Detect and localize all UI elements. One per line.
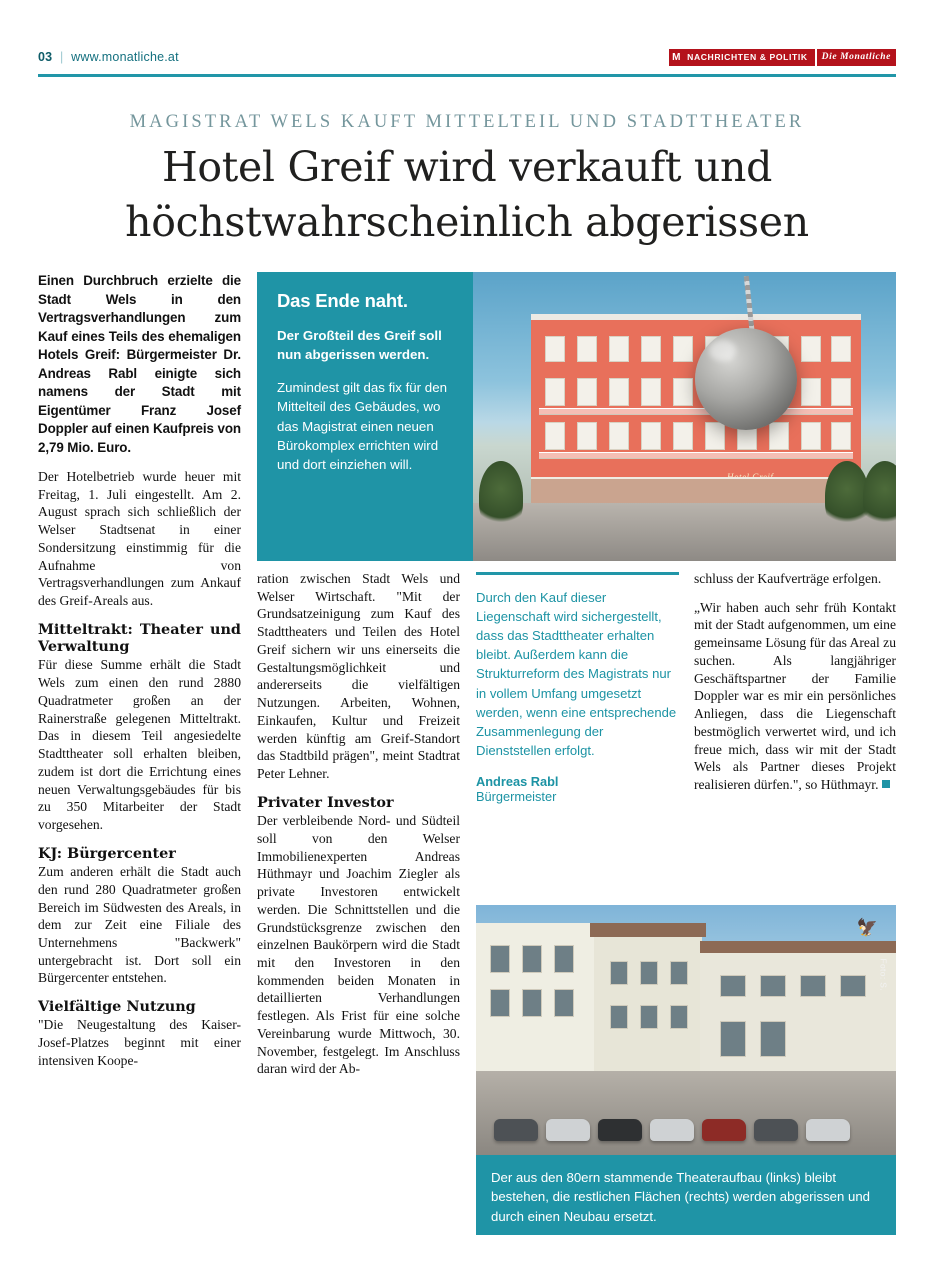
col1-paragraph-4: "Die Neugestaltung des Kaiser-Josef-Platzes beginnt mit einer intensiven Koope- — [38, 1017, 241, 1068]
roof — [700, 941, 896, 953]
window — [545, 336, 565, 362]
garage-door — [760, 1021, 786, 1057]
window — [801, 378, 821, 406]
top-caption-bold: Der Großteil des Greif soll nun abgerissen werden. — [277, 328, 442, 363]
col1-paragraph-3: Zum anderen erhält die Stadt auch den rund 280 Quadratmeter großen Bereich im Südwesten des Areals, in dem zur Zeit eine Filiale des Unternehmens "Backwerk" untergebracht ist. Dort soll ein Bürgercenter entstehen. — [38, 864, 241, 986]
roof — [590, 923, 706, 937]
headline-line-1: Hotel Greif wird verkauft und — [161, 143, 773, 191]
brand-monogram-icon: M — [669, 49, 684, 66]
building-right — [700, 951, 896, 1073]
street-trees — [473, 461, 896, 531]
balcony-band — [539, 452, 853, 459]
window — [640, 1005, 658, 1029]
page-title — [38, 140, 896, 249]
folio-separator: | — [60, 50, 64, 64]
window — [577, 422, 597, 450]
car — [754, 1119, 798, 1141]
top-photo-image — [473, 272, 896, 561]
col1-paragraph-2: Für diese Summe erhält die Stadt Wels zum einen den rund 2880 Quadratmeter großen an der Rainerstraße gelegenen Mitteltrakt. Das in diesem Teil angesiedelte Stadttheater soll erhalten bleiben, zudem ist dort die Errichtung eines neuen Verwaltungsgebäudes für bis zu 350 Mitarbeiter der Stadt vorgesehen. — [38, 657, 241, 833]
window — [670, 1005, 688, 1029]
window — [800, 975, 826, 997]
subheading-investor: Privater Investor — [257, 793, 394, 811]
headline-line-2: höchstwahrscheinlich abgerissen — [125, 197, 809, 246]
section-label: NACHRICHTEN & POLITIK — [684, 49, 815, 66]
window — [801, 336, 821, 362]
col4-paragraph-1: schluss der Kaufverträge erfolgen. — [694, 571, 882, 586]
window — [610, 1005, 628, 1029]
window — [640, 961, 658, 985]
col1-paragraph-1: Der Hotelbetrieb wurde heuer mit Freitag, 1. Juli eingestellt. Am 2. August sprach sich schließlich der Welser Stadtsenat in einer Sondersitzung einstimmig für die Aufnahme von Vertragsverhandlungen zum Ankauf des Greif-Areals aus. — [38, 469, 241, 609]
tree — [479, 461, 523, 531]
window — [522, 945, 542, 973]
window — [609, 378, 629, 406]
wrecking-ball-group — [643, 276, 803, 446]
pull-quote — [476, 572, 679, 804]
top-photo-block — [257, 272, 896, 561]
window — [720, 975, 746, 997]
window — [831, 378, 851, 406]
publication-logo: Die Monatliche — [815, 49, 896, 66]
pull-quote-role: Bürgermeister — [476, 788, 557, 804]
col2-paragraph-2: Der verbleibende Nord- und Südteil soll von den Welser Immobilienexperten Andreas Hüthmayr und Joachim Ziegler als private Investoren entwickelt werden. Die Schnittstellen und die Grundstücksgrenze zwischen den einzelnen Baukörpern wird die Stadt mit den Investoren in den kommenden beiden Monaten in detaillierten Verhandlungen festlegen. Als Frist für eine solche Vereinbarung wurde Mittwoch, 30. November, festgelegt. Im Anschluss daran wird der Ab- — [257, 813, 460, 1077]
window — [490, 945, 510, 973]
window — [670, 961, 688, 985]
subheading-buergercenter: KJ: Bürgercenter — [38, 844, 176, 862]
parking-lot — [476, 1071, 896, 1155]
wrecking-ball — [695, 328, 797, 430]
col2-paragraph-1: ration zwischen Stadt Wels und Welser Wirtschaft. "Mit der Grundsatzeinigung zum Kauf des Stadttheaters und Teilen des Hotel Greif sichern wir uns einerseits die Gestaltungsmöglichkeit und andererseits die vielfältigen Nutzungen. Arbeiten, Wohnen, Einkaufen, Kultur und Freizeit werden künftig am Greif-Standort das Stadtbild prägen", meint Stadtrat Peter Lehner. — [257, 571, 460, 782]
bird-silhouette-icon: 🦅 — [856, 918, 878, 937]
top-photo-caption-box — [257, 272, 473, 561]
top-caption-body: Zumindest gilt das fix für den Mittelteil des Gebäudes, wo das Magistrat einen neuen Bürokomplex errichten wird und dort einziehen will. — [277, 380, 447, 472]
window — [522, 989, 542, 1017]
page-masthead — [38, 40, 896, 77]
folio-website: www.monatliche.at — [71, 50, 179, 64]
col4-paragraph-2-text: „Wir haben auch sehr früh Kontakt mit der Stadt aufgenommen, um eine gemeinsame Lösung für das Areal zu suchen. Als langjähriger Geschäftspartner der Familie Doppler war es mir ein persönliches Anliegen, dass die Liegenschaft bestmöglich verwertet wird, und ich freue mich, dass wir mit der Stadt Wels als Partner dieses Projekt realisieren dürfen.", so Hüthmayr. — [694, 599, 896, 793]
car — [702, 1119, 746, 1141]
article-column-2 — [257, 570, 460, 1078]
car — [806, 1119, 850, 1141]
window — [577, 378, 597, 406]
window — [554, 989, 574, 1017]
subheading-mitteltrakt: Mitteltrakt: Theater und Verwaltung — [38, 620, 241, 656]
car — [650, 1119, 694, 1141]
window — [577, 336, 597, 362]
garage-door — [720, 1021, 746, 1057]
car — [546, 1119, 590, 1141]
subheading-nutzung: Vielfältige Nutzung — [38, 998, 196, 1016]
window — [490, 989, 510, 1017]
end-mark-icon — [882, 780, 890, 788]
window — [610, 961, 628, 985]
window — [545, 422, 565, 450]
pull-quote-author: Andreas Rabl — [476, 773, 559, 789]
tree — [863, 461, 896, 531]
photo-credit: Foto: S. — [879, 958, 889, 991]
bottom-photo-caption: Der aus den 80ern stammende Theateraufbau (links) bleibt bestehen, die restlichen Flächen (rechts) werden abgerissen und durch einen Neubau ersetzt. — [476, 1155, 896, 1235]
building-middle — [594, 935, 702, 1073]
top-caption-title: Das Ende naht. — [277, 290, 408, 311]
article-kicker: MAGISTRAT WELS KAUFT MITTELTEIL UND STADTTHEATER — [129, 112, 805, 132]
window — [801, 422, 821, 450]
window — [554, 945, 574, 973]
article-column-1 — [38, 272, 241, 1070]
col4-paragraph-2 — [694, 599, 896, 794]
window — [840, 975, 866, 997]
window — [831, 336, 851, 362]
folio-page-number: 03 — [38, 50, 53, 64]
window — [609, 422, 629, 450]
theater-building-left — [476, 923, 598, 1073]
window — [545, 378, 565, 406]
section-brand-bar — [669, 49, 896, 66]
article-lead: Einen Durchbruch erzielte die Stadt Wels in den Vertragsverhandlungen zum Kauf eines Teils des ehemaligen Hotels Greif: Bürgermeister Dr. Andreas Rabl einigte sich namens der Stadt mit Eigentümer Franz Josef Doppler auf einen Kaufpreis von 2,79 Mio. Euro. — [38, 273, 241, 455]
bottom-photo-block — [476, 905, 896, 1235]
divider — [476, 572, 679, 575]
car — [494, 1119, 538, 1141]
window — [760, 975, 786, 997]
article-column-4 — [694, 570, 896, 794]
car — [598, 1119, 642, 1141]
window — [831, 422, 851, 450]
bottom-photo-image — [476, 905, 896, 1155]
folio — [38, 50, 179, 64]
window — [609, 336, 629, 362]
pull-quote-text: Durch den Kauf dieser Liegenschaft wird sichergestellt, dass das Stadttheater erhalten bleibt. Außerdem kann die Strukturreform des Magistrats nur in vollem Umfang umgesetzt werden, wenn eine entsprechende Zusammenlegung der Dienststellen erfolgt. — [476, 590, 677, 758]
